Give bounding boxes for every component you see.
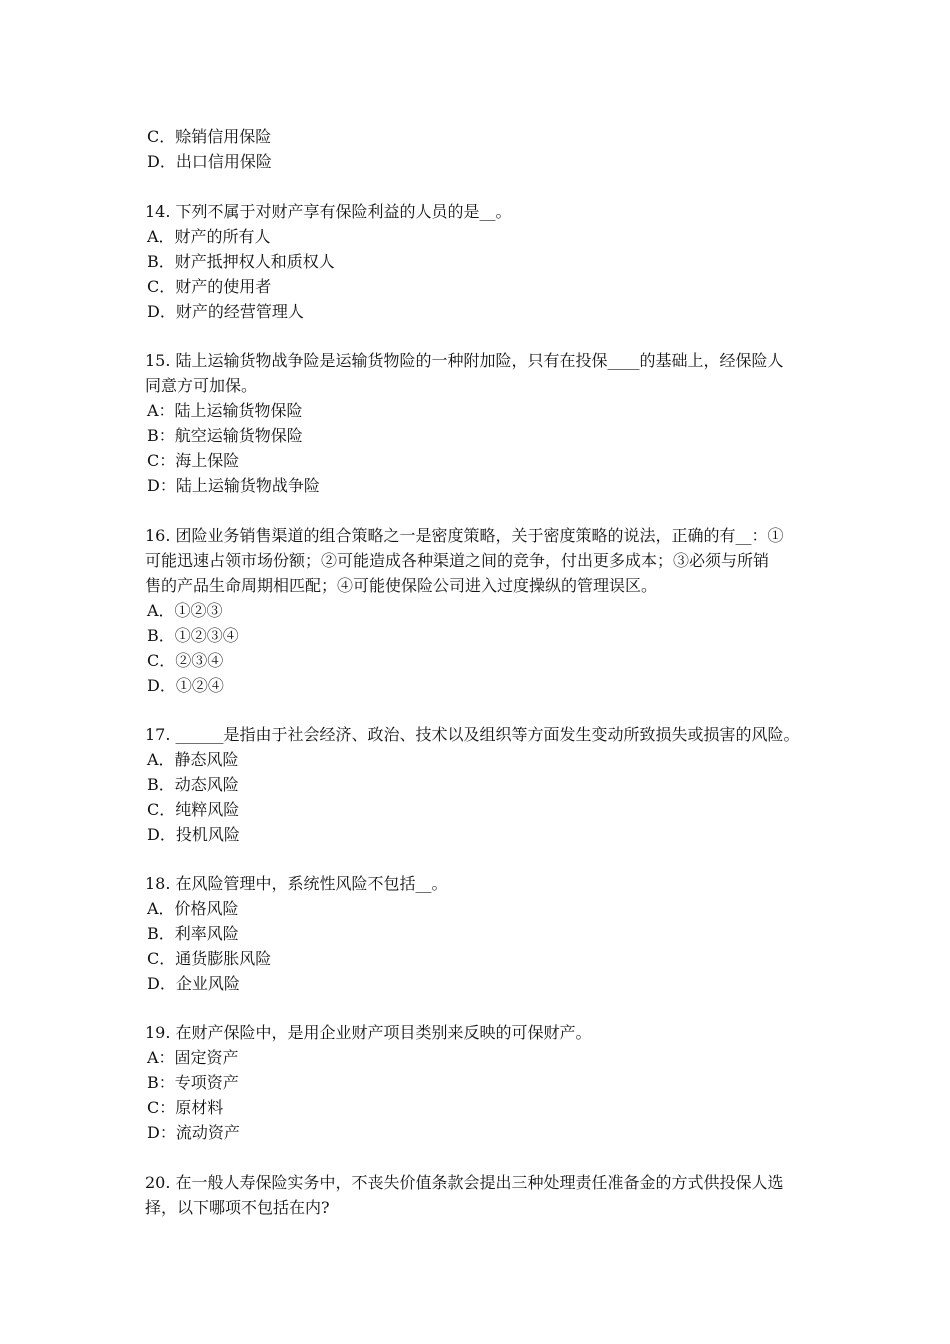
option-line: B：航空运输货物保险 — [147, 426, 303, 445]
option-line: A：固定资产 — [147, 1048, 239, 1067]
option-line: D：流动资产 — [147, 1123, 240, 1142]
question-19-text: 19. 在财产保险中，是用企业财产项目类别来反映的可保财产。 — [145, 1023, 592, 1042]
option-line: B：专项资产 — [147, 1073, 239, 1092]
question-16-text: 16. 团险业务销售渠道的组合策略之一是密度策略，关于密度策略的说法，正确的有__：① — [145, 526, 784, 545]
question-18-text: 18. 在风险管理中，系统性风险不包括__。 — [145, 874, 448, 893]
option-line: D．财产的经营管理人 — [147, 302, 304, 321]
question-20-text: 20. 在一般人寿保险实务中，不丧失价值条款会提出三种处理责任准备金的方式供投保人选 — [145, 1173, 784, 1192]
option-line: D：陆上运输货物战争险 — [147, 476, 320, 495]
option-line: B．①②③④ — [147, 626, 239, 645]
option-line: A：陆上运输货物保险 — [147, 401, 303, 420]
option-line: A．价格风险 — [147, 899, 239, 918]
option-line: C．纯粹风险 — [147, 800, 240, 819]
option-line: B．动态风险 — [147, 775, 239, 794]
option-line: A．静态风险 — [147, 750, 239, 769]
option-line: C．②③④ — [147, 651, 224, 670]
option-line: D．企业风险 — [147, 974, 240, 993]
option-line: D．投机风险 — [147, 825, 240, 844]
option-line: C：海上保险 — [147, 451, 240, 470]
question-15-text: 同意方可加保。 — [145, 376, 258, 395]
option-line: B．利率风险 — [147, 924, 239, 943]
question-17-text: 17. ______是指由于社会经济、政治、技术以及组织等方面发生变动所致损失或损害的风险。 — [145, 725, 800, 744]
option-line: C：原材料 — [147, 1098, 224, 1117]
question-16-text: 可能迅速占领市场份额；②可能造成各种渠道之间的竞争，付出更多成本；③必须与所销 — [145, 551, 770, 570]
option-line: D．①②④ — [147, 676, 224, 695]
question-16-text: 售的产品生命周期相匹配；④可能使保险公司进入过度操纵的管理误区。 — [145, 576, 658, 595]
option-line: C．财产的使用者 — [147, 277, 272, 296]
option-line: A．财产的所有人 — [147, 227, 271, 246]
question-15-text: 15. 陆上运输货物战争险是运输货物险的一种附加险，只有在投保____的基础上，经保险人 — [145, 351, 784, 370]
option-line: C．赊销信用保险 — [147, 127, 272, 146]
question-14-text: 14. 下列不属于对财产享有保险利益的人员的是__。 — [145, 202, 512, 221]
option-line: A．①②③ — [147, 601, 223, 620]
question-20-text: 择，以下哪项不包括在内? — [145, 1198, 330, 1217]
option-line: C．通货膨胀风险 — [147, 949, 272, 968]
option-line: D．出口信用保险 — [147, 152, 272, 171]
option-line: B．财产抵押权人和质权人 — [147, 252, 335, 271]
